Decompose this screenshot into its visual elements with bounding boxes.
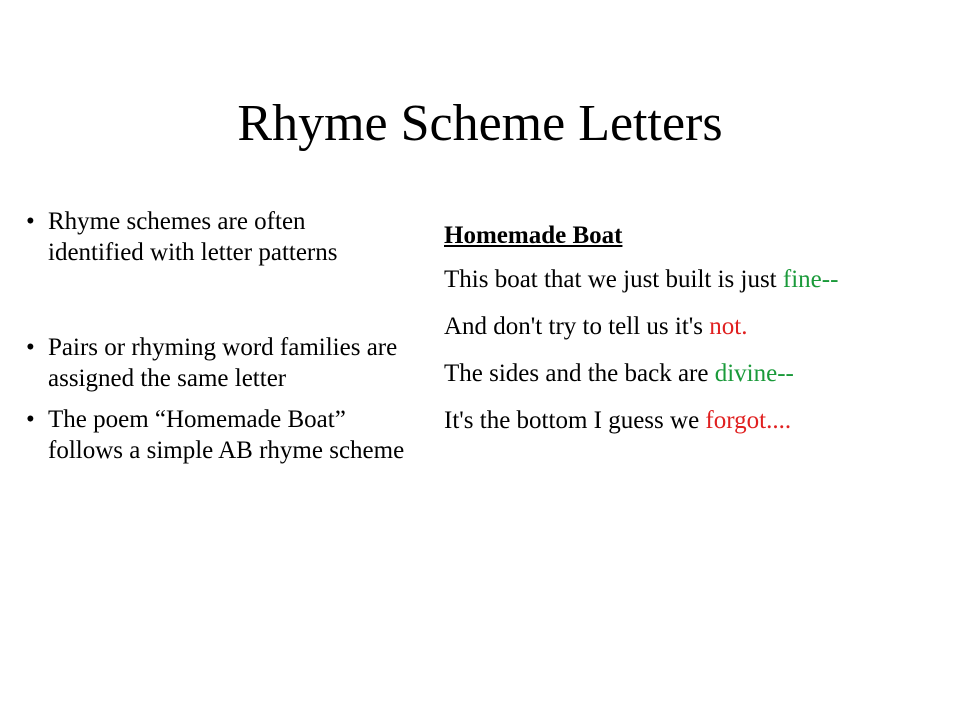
- rhyme-word-a: divine--: [714, 360, 794, 387]
- bullet-list: [26, 206, 406, 476]
- bullet-item: [26, 332, 406, 394]
- bullet-icon: •: [26, 406, 35, 433]
- slide-title: Rhyme Scheme Letters: [237, 95, 723, 152]
- bullet-text: The poem “Homemade Boat” follows a simple AB rhyme scheme: [48, 406, 405, 464]
- bullet-text: Pairs or rhyming word families are assigned the same letter: [48, 334, 398, 392]
- rhyme-word-a: fine--: [782, 266, 839, 293]
- poem-line-text: And don't try to tell us it's: [444, 313, 710, 340]
- poem-line-text: This boat that we just built is just: [444, 266, 783, 293]
- poem: [444, 218, 954, 450]
- bullet-icon: •: [26, 334, 35, 361]
- bullet-icon: •: [26, 208, 35, 235]
- poem-line-text: The sides and the back are: [444, 360, 715, 387]
- bullet-text: Rhyme schemes are often identified with letter patterns: [48, 208, 338, 266]
- poem-title: Homemade Boat: [444, 222, 623, 249]
- poem-line: [444, 262, 954, 298]
- poem-line: [444, 356, 954, 392]
- poem-line: [444, 403, 954, 439]
- bullet-item: [26, 404, 406, 466]
- rhyme-word-b: not.: [709, 313, 748, 340]
- poem-line: [444, 309, 954, 345]
- poem-line-text: It's the bottom I guess we: [444, 407, 706, 434]
- rhyme-word-b: forgot....: [705, 407, 792, 434]
- bullet-item: [26, 206, 406, 268]
